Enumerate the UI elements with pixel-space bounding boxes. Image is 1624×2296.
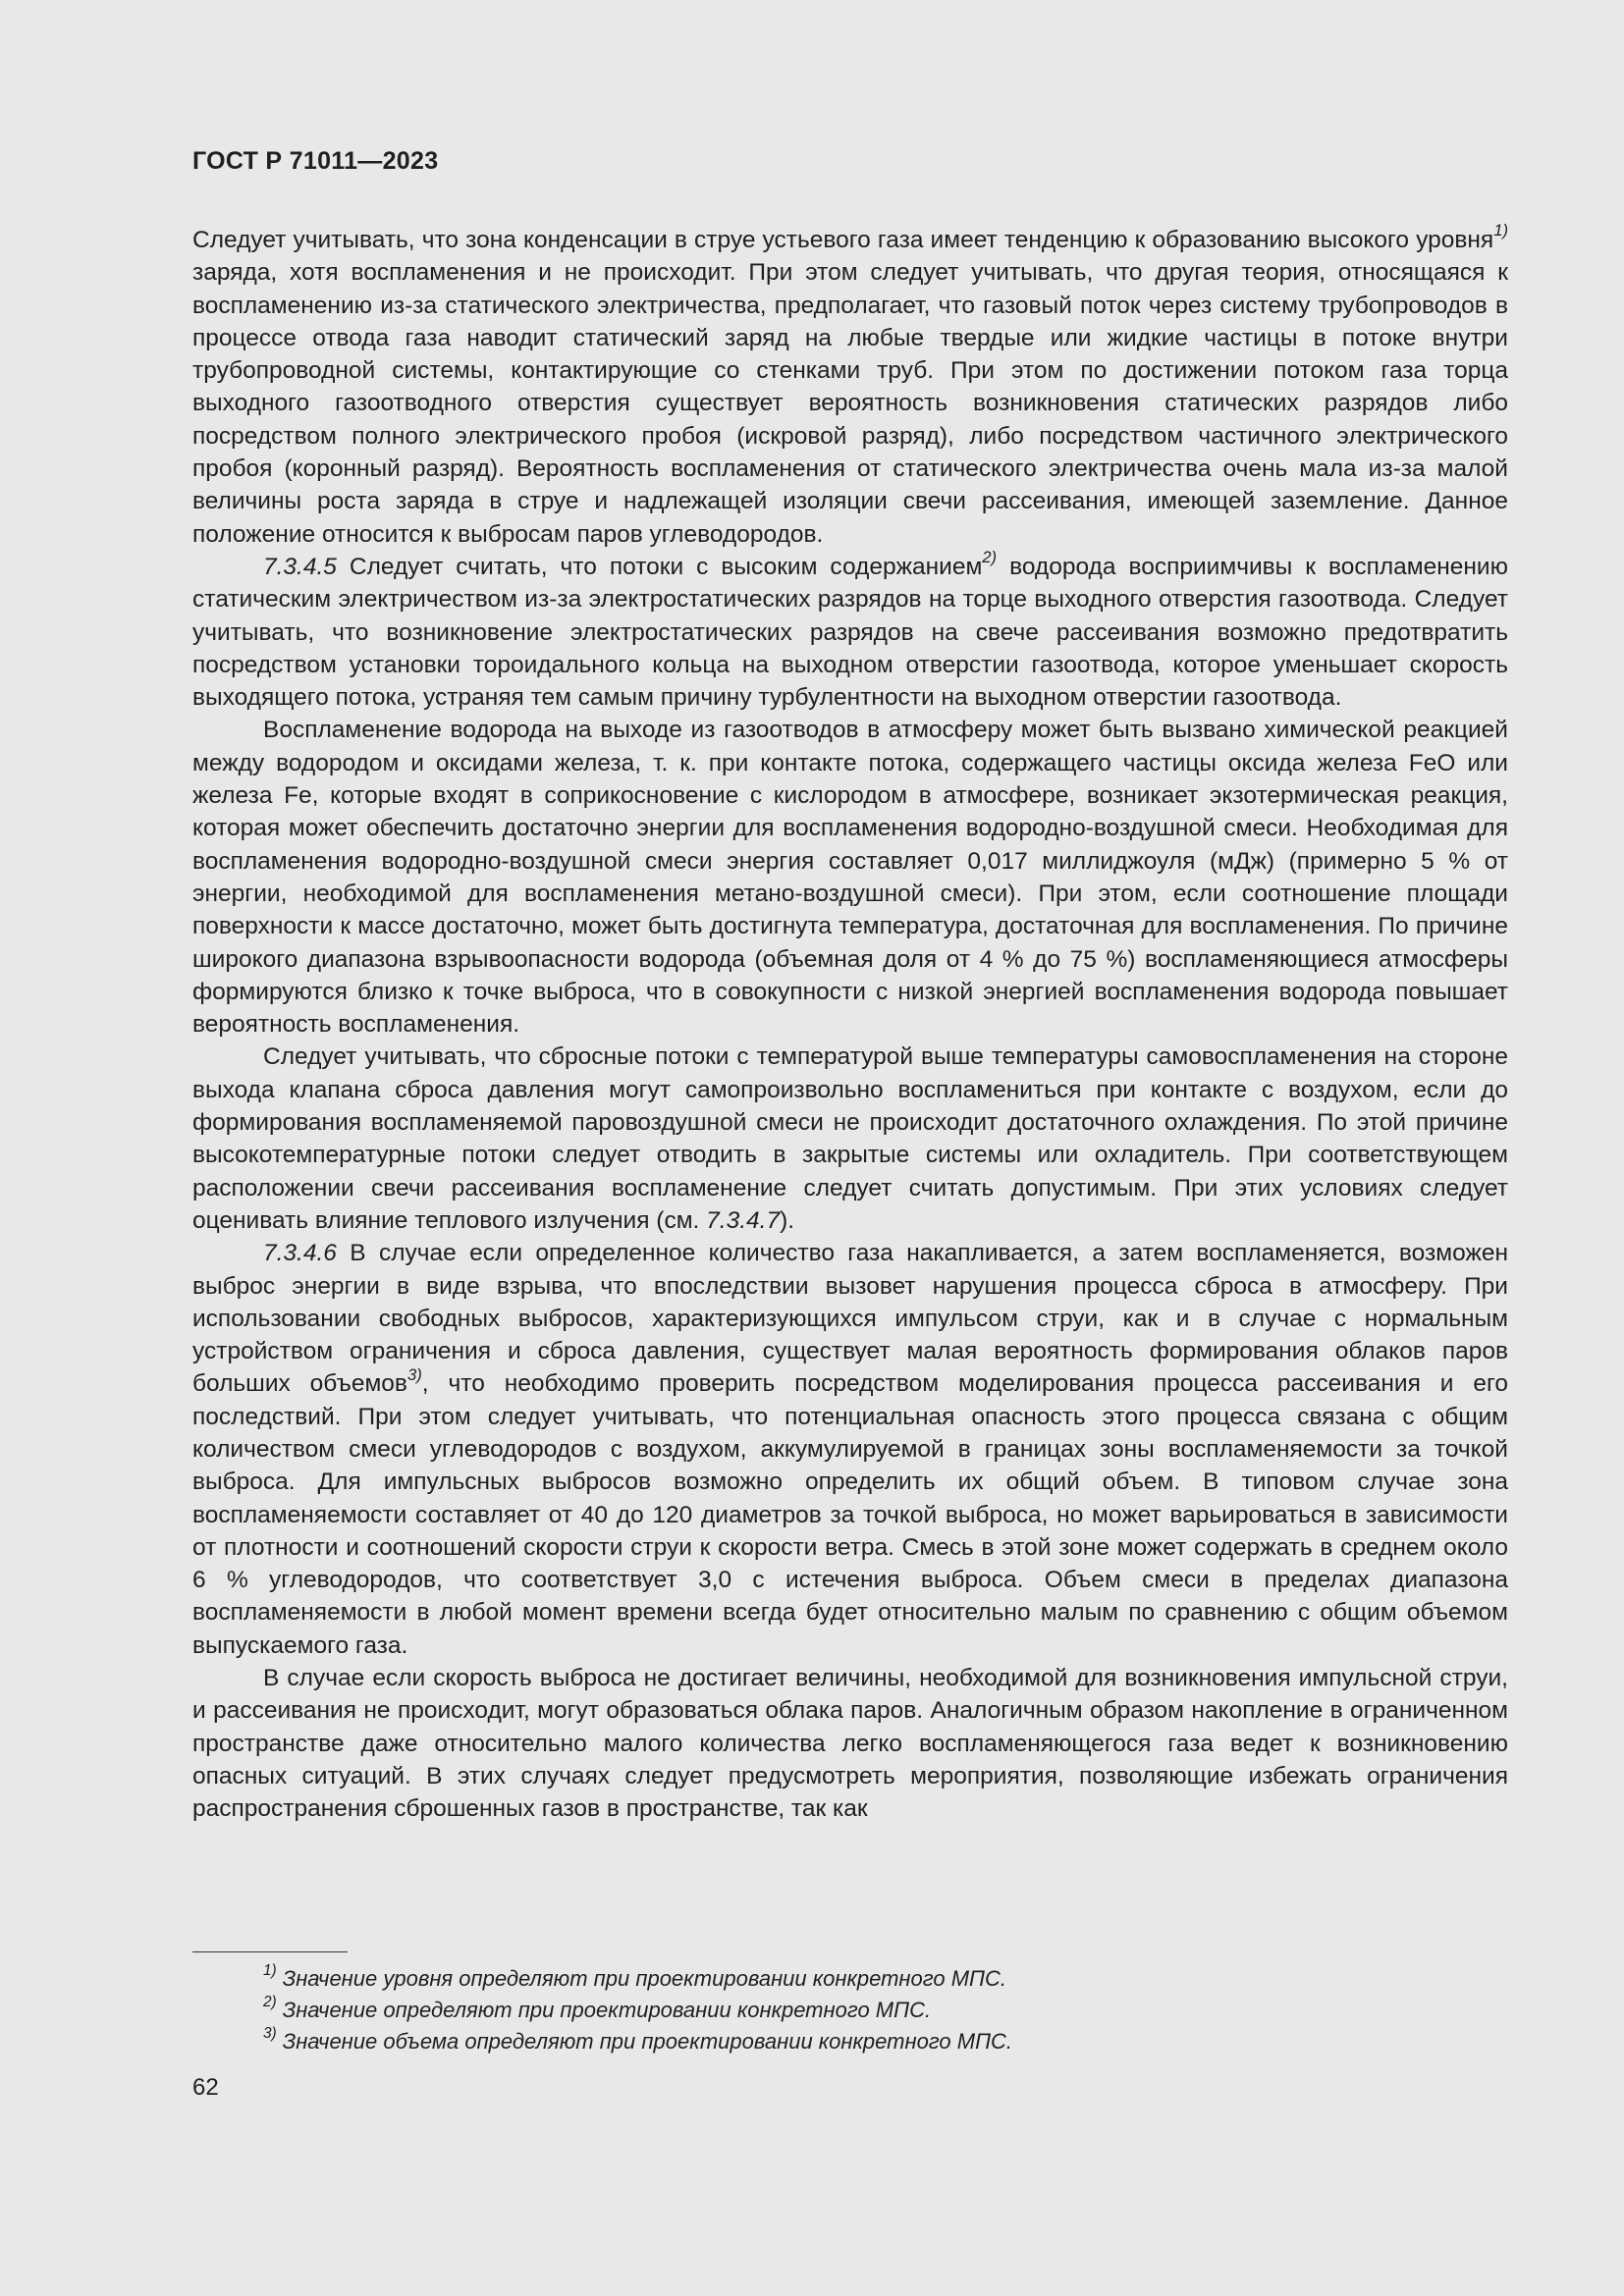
footnote-ref-2: 2) bbox=[982, 548, 998, 567]
paragraph-hydrogen-ignition: Воспламенение водорода на выходе из газоотводов в атмосферу может быть вызвано химической реакцией между водородом и оксидами железа, т. к. при контакте потока, содержащего частицы оксида железа FeO или железа Fe, которые входят в соприкосновение с кислородом в атмосфере, возникает экзотермическая реакция, которая может обеспечить достаточно энергии для воспламенения водородно-воздушной смеси. Необходимая для воспламенения водородно-воздушной смеси энергия составляет 0,017 миллиджоуля (мДж) (примерно 5 % от энергии, необходимой для воспламенения метано-воздушной смеси). При этом, если соотношение площади поверхности к массе достаточно, может быть достигнута температура, достаточная для воспламенения. По причине широкого диапазона взрывоопасности водорода (объемная доля от 4 % до 75 %) воспламеняющиеся атмосферы формируются близко к точке выброса, что в совокупности с низкой энергией воспламенения водорода повышает вероятность воспламенения. bbox=[192, 717, 1508, 1039]
paragraph-1: Следует учитывать, что зона конденсации в струе устьевого газа имеет тенденцию к образованию высокого уровня$^{1)}$ заряда, хотя воспламенения и не происходит. При этом следует учитывать, что другая теория, относящаяся к воспламенению из-за статического электричества, предполагает, что газовый поток через систему трубопроводов в процессе отвода газа наводит статический заряд на любые твердые или жидкие частицы в потоке внутри трубопроводной системы, контактирующие со стенками труб. При этом по достижении потоком газа торца выходного газоотводного отверстия существует вероятность возникновения статических разрядов либо посредством полного электрического пробоя (искровой разряд), либо посредством частичного электрического пробоя (коронный разряд). Вероятность воспламенения от статического электричества очень мала из-за малой величины роста заряда в струе и надлежащей изоляции свечи рассеивания, имеющей заземление. Данное положение относится к выбросам паров углеводородов. bbox=[192, 221, 1508, 548]
clause-number: 7.3.4.5 bbox=[263, 553, 337, 580]
footnote-ref-1: 1) bbox=[1493, 221, 1508, 240]
footnote-3: $^{3)}$ Значение объема определяют при проектировании конкретного МПС. bbox=[263, 2025, 1013, 2054]
clause-reference: 7.3.4.7 bbox=[706, 1206, 781, 1234]
footnote-1: $^{1)}$ Значение уровня определяют при проектировании конкретного МПС. bbox=[263, 1962, 1006, 1991]
standard-header: ГОСТ Р 71011—2023 bbox=[192, 147, 439, 175]
footnote-ref-3: 3) bbox=[406, 1364, 422, 1384]
body-text bbox=[192, 221, 1508, 1826]
page-number: 62 bbox=[192, 2074, 219, 2101]
footnote-separator bbox=[192, 1951, 348, 1952]
paragraph-autoignition: Следует учитывать, что сбросные потоки с температурой выше температуры самовоспламенения на стороне выхода клапана сброса давления могут самопроизвольно воспламениться при контакте с воздухом, если до формирования воспламеняемой паровоздушной смеси не происходит достаточного охлаждения. По этой причине высокотемпературные потоки следует отводить в закрытые системы или охладитель. При соответствующем расположении свечи рассеивания воспламенение следует считать допустимым. При этих условиях следует оценивать влияние теплового излучения (см. 7.3.4.7). bbox=[192, 1043, 1508, 1234]
paragraph-7-3-4-6: 7.3.4.6 В случае если определенное количество газа накапливается, а затем воспламеняется, возможен выброс энергии в виде взрыва, что впоследствии вызовет нарушения процесса сброса в атмосферу. При использовании свободных выбросов, характеризующихся импульсом струи, как и в случае с нормальным устройством ограничения и сброса давления, существует малая вероятность формирования облаков паров больших объемов$^{3)}$, что необходимо проверить посредством моделирования процесса рассеивания и его последствий. При этом следует учитывать, что потенциальная опасность этого процесса связана с общим количеством смеси углеводородов с воздухом, аккумулируемой в границах зоны воспламеняемости за точкой выброса. Для импульсных выбросов возможно определить их общий объем. В типовом случае зона воспламеняемости составляет от 40 до 120 диаметров за точкой выброса, но может варьироваться в зависимости от плотности и соотношений скорости струи к скорости ветра. Смесь в этой зоне может содержать в среднем около 6 % углеводородов, что соответствует 3,0 с истечения выброса. Объем смеси в пределах диапазона воспламеняемости в любой момент времени всегда будет относительно малым по сравнению с общим объемом выпускаемого газа. bbox=[192, 1240, 1508, 1659]
footnote-2: $^{2)}$ Значение определяют при проектировании конкретного МПС. bbox=[263, 1994, 932, 2022]
footnotes bbox=[263, 1963, 1012, 2057]
clause-number: 7.3.4.6 bbox=[263, 1240, 337, 1267]
paragraph-vapor-clouds: В случае если скорость выброса не достигает величины, необходимой для возникновения импульсной струи, и рассеивания не происходит, могут образоваться облака паров. Аналогичным образом накопление в ограниченном пространстве даже относительно малого количества легко воспламеняющегося газа ведет к возникновению опасных ситуаций. В этих случаях следует предусмотреть мероприятия, позволяющие избежать ограничения распространения сброшенных газов в пространстве, так как bbox=[192, 1665, 1508, 1823]
paragraph-7-3-4-5: 7.3.4.5 Следует считать, что потоки с высоким содержанием$^{2)}$ водорода восприимчивы к воспламенению статическим электричеством из-за электростатических разрядов на торце выходного отверстия газоотвода. Следует учитывать, что возникновение электростатических разрядов на свече рассеивания возможно предотвратить посредством установки тороидального кольца на выходном отверстии газоотвода, которое уменьшает скорость выходящего потока, устраняя тем самым причину турбулентности на выходном отверстии газоотвода. bbox=[192, 548, 1508, 712]
